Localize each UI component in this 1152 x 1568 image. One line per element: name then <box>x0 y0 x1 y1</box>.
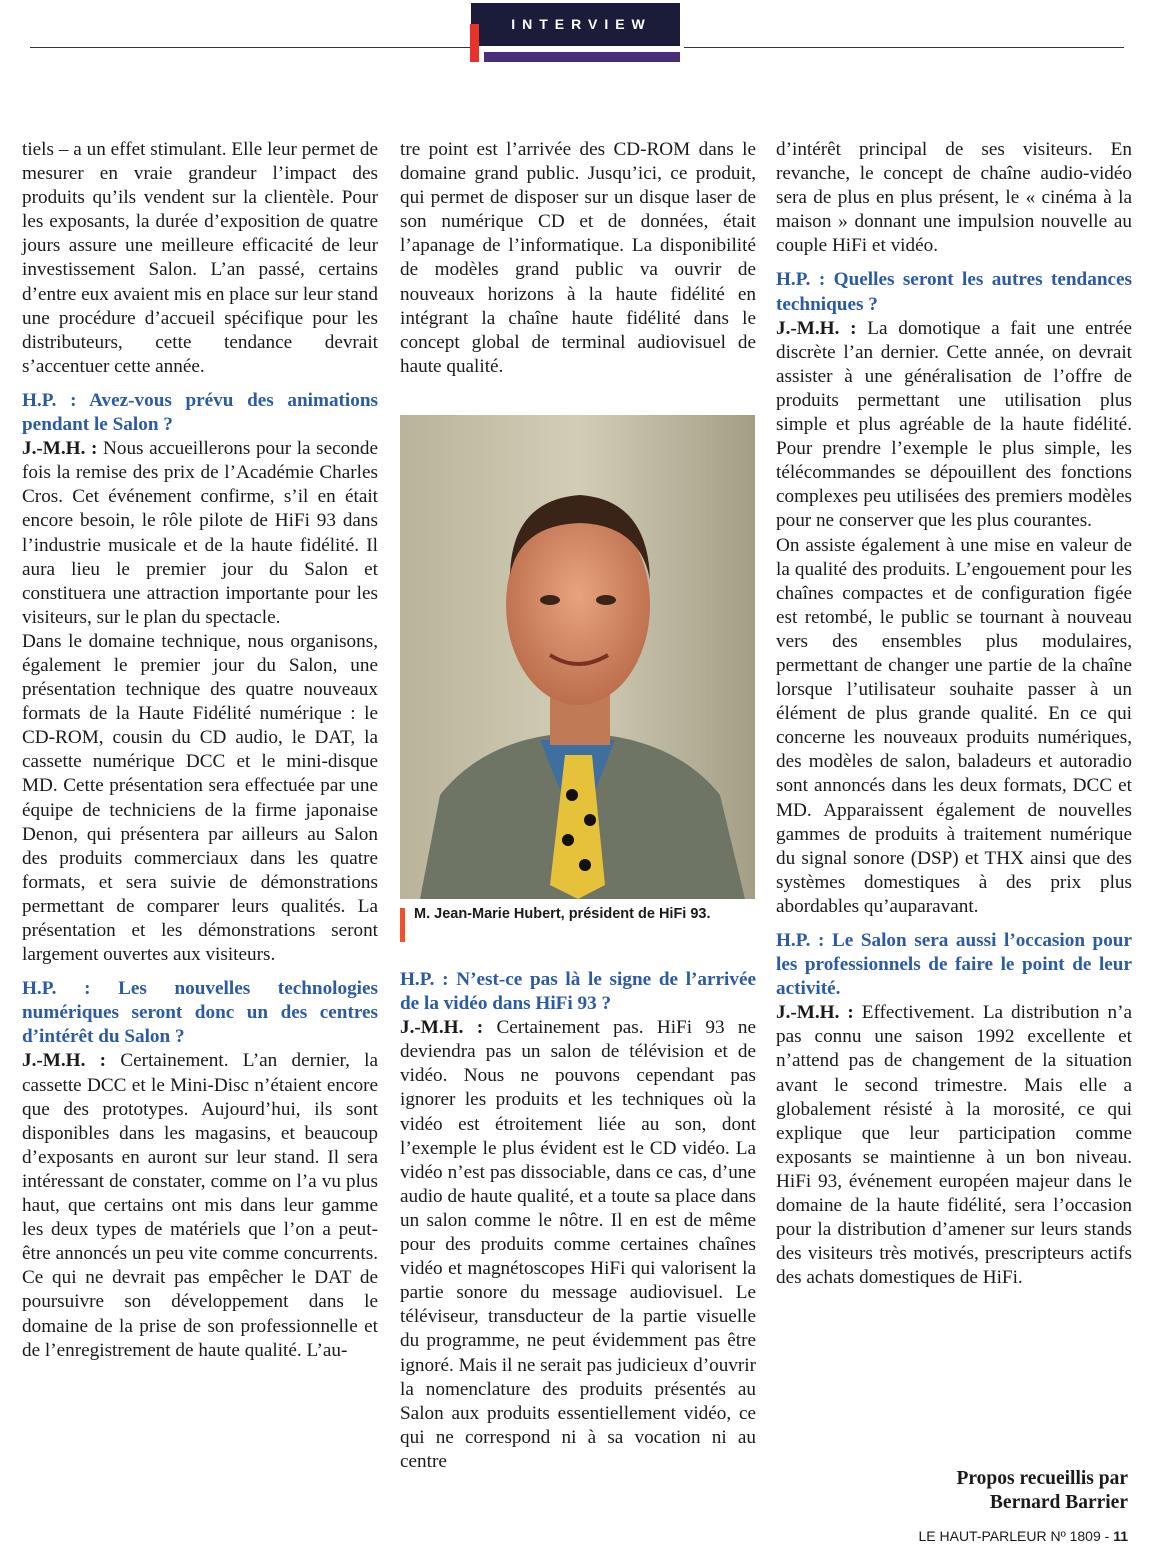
byline-line-1: Propos recueillis par <box>956 1468 1128 1489</box>
interview-answer <box>776 317 1132 534</box>
body-paragraph: tre point est l’arrivée des CD-ROM dans le domaine grand public. Jusqu’ici, ce produit, qui permet de disposer sur un disque laser de son numérique CD et de données, était l’apanage de l’informatique. La disponibilité de modèles grand public va ouvrir de nouveaux horizons à la haute fidélité en intégrant la chaîne haute fidélité dans le concept global de terminal audiovisuel de haute qualité. <box>400 139 756 377</box>
interview-answer <box>22 437 378 630</box>
answer-text: Certainement. L’an dernier, la cassette DCC et le Mini-Disc n’étaient encore que des prototypes. Aujourd’hui, ils sont disponibles dans les magasins, et beaucoup d’exposants en auront sur leur stand. Il sera intéressant de constater, comme on l’a vu plus haut, que certains ont mis dans leur gamme les deux types de matériels que l’on a peut-être annoncés un peu vite comme concurrents. Ce qui ne devrait pas empêcher le DAT de poursuivre son développement dans le domaine de la prise de son professionnelle et de l’enregistrement de haute qualité. L’au- <box>22 1050 378 1361</box>
page-number: 11 <box>1113 1528 1128 1544</box>
body-paragraph: d’intérêt principal de ses visiteurs. En revanche, le concept de chaîne audio-vidéo sera de plus en plus présent, le « cinéma à la maison » donnant une impulsion nouvelle au couple HiFi et vidéo. <box>776 139 1132 257</box>
answer-text: La domotique a fait une entrée discrète l’an dernier. Cette année, on devrait assister à une généralisation de l’offre de produits permettant une utilisation plus simple et plus agréable de la haute fidélité. Pour prendre l’exemple le plus simple, les télécommandes se dépouillent des fonctions complexes peu utilisées des premiers modèles pour ne conserver que les plus courantes. <box>776 317 1132 532</box>
portrait-photo <box>400 415 755 899</box>
page-footer <box>918 1528 1128 1544</box>
byline <box>956 1467 1128 1515</box>
banner-purple-accent <box>484 52 680 62</box>
answer-text: Effectivement. La distribution n’a pas connu une saison 1992 excellente et n’attend pas de changement de la situation avant le second trimestre. Mais elle a globalement résisté à la morosité, ce qui explique que leur participation comme exposants se maintienne à un bon niveau. HiFi 93, événement européen majeur dans le domaine de la haute fidélité, sera l’occasion pour la distribution d’amener sur leurs stands des visiteurs très motivés, prescripteurs actifs des achats domestiques de HiFi. <box>776 1002 1132 1289</box>
photo-caption: M. Jean-Marie Hubert, président de HiFi 93. <box>414 906 711 922</box>
body-paragraph: On assiste également à une mise en valeur de la qualité des produits. L’engouement pour les chaînes compactes et de configuration figée est retombé, le public se tournant à nouveau vers des ensembles plus modulaires, permettant de changer une partie de la chaîne lorsque l’utilisateur souhaite passer à un élément de plus grande qualité. En ce qui concerne les nouveaux produits numériques, des modèles de salon, baladeurs et autoradio sont annoncés dans les deux formats, DCC et MD. Apparaissent également de nouvelles gammes de produits à traitement numérique du signal sonore (DSP) et THX ainsi que des systèmes domestiques à des prix plus abordables qu’auparavant. <box>776 534 1132 917</box>
interview-question: H.P. : Avez-vous prévu des animations pendant le Salon ? <box>22 389 378 436</box>
speaker-label: J.-M.H. : <box>22 438 98 460</box>
answer-text: Certainement pas. HiFi 93 ne deviendra pas un salon de télévision et de vidéo. Nous ne pouvons cependant pas ignorer les produits et les techniques où la vidéo est étroitement liée au son, dont l’exemple le plus évident est le CD vidéo. La vidéo n’est pas dissociable, dans ce cas, d’une audio de haute qualité, et a toute sa place dans un salon comme le nôtre. Il en est de même pour des produits comme certaines chaînes vidéo et magnétoscopes HiFi qui valorisent la partie sonore du message audiovisuel. Le téléviseur, transducteur de la partie visuelle du programme, ne peut évidemment pas être ignoré. Mais il ne serait pas judicieux d’ouvrir la nomenclature des produits présentés au Salon aux produits essentiellement vidéo, ce qui ne correspond ni à sa vocation ni au centre <box>400 1017 756 1472</box>
header-rule-right <box>684 47 1124 48</box>
answer-text: Nous accueillerons pour la seconde fois la remise des prix de l’Académie Charles Cros. Cet événement confirme, s’il en était encore besoin, le rôle pilote de HiFi 93 dans l’industrie musicale et de la haute fidélité. Il aura lieu le premier jour du Salon et constituera une attraction importante pour les visiteurs, sur le plan du spectacle. <box>22 438 378 628</box>
interview-answer <box>400 1016 756 1474</box>
speaker-label: J.-M.H. : <box>776 317 857 339</box>
interview-question: H.P. : Quelles seront les autres tendances techniques ? <box>776 269 1132 315</box>
interview-question: H.P. : Les nouvelles technologies numériques seront donc un des centres d’intérêt du Salon ? <box>22 978 378 1048</box>
interview-answer <box>776 1001 1132 1290</box>
body-paragraph: tiels – a un effet stimulant. Elle leur permet de mesurer en vraie grandeur l’impact des produits qu’ils vendent sur la clientèle. Pour les exposants, la durée d’exposition de quatre jours assure une meilleure efficacité de leur investissement Salon. L’an passé, certains d’entre eux avaient mis en place sur leur stand une procédure d’accueil spécifique pour les distributeurs, cette tendance devrait s’accentuer cette année. <box>22 139 378 377</box>
interview-question: H.P. : Le Salon sera aussi l’occasion pour les professionnels de faire le point de leur activité. <box>776 930 1132 1000</box>
article-column-2 <box>400 138 756 379</box>
body-paragraph: Dans le domaine technique, nous organisons, également le premier jour du Salon, une présentation technique des quatre nouveaux formats de la Haute Fidélité numérique : le CD-ROM, cousin du CD audio, le DAT, la cassette numérique DCC et le mini-disque MD. Cette présentation sera effectuée par une équipe de techniciens de la firme japonaise Denon, qui présentera par ailleurs au Salon des produits commerciaux dans les quatre formats, et sera suivie de démonstrations permettant de comparer leurs qualités. La présentation et les démonstrations seront largement ouvertes aux visiteurs. <box>22 630 378 966</box>
speaker-label: J.-M.H. : <box>22 1050 107 1072</box>
byline-author: Bernard Barrier <box>989 1492 1128 1513</box>
speaker-label: J.-M.H. : <box>776 1002 854 1024</box>
section-title: INTERVIEW <box>511 16 652 32</box>
speaker-label: J.-M.H. : <box>400 1017 484 1039</box>
article-column-2-lower <box>400 958 756 1474</box>
publication-issue: LE HAUT-PARLEUR Nº 1809 - <box>918 1528 1114 1544</box>
header-rule-left <box>30 47 470 48</box>
interview-question: H.P. : N’est-ce pas là le signe de l’arrivée de la vidéo dans HiFi 93 ? <box>400 969 756 1015</box>
interview-answer <box>22 1049 378 1362</box>
article-column-1 <box>22 138 378 1363</box>
article-column-3 <box>776 138 1132 1290</box>
